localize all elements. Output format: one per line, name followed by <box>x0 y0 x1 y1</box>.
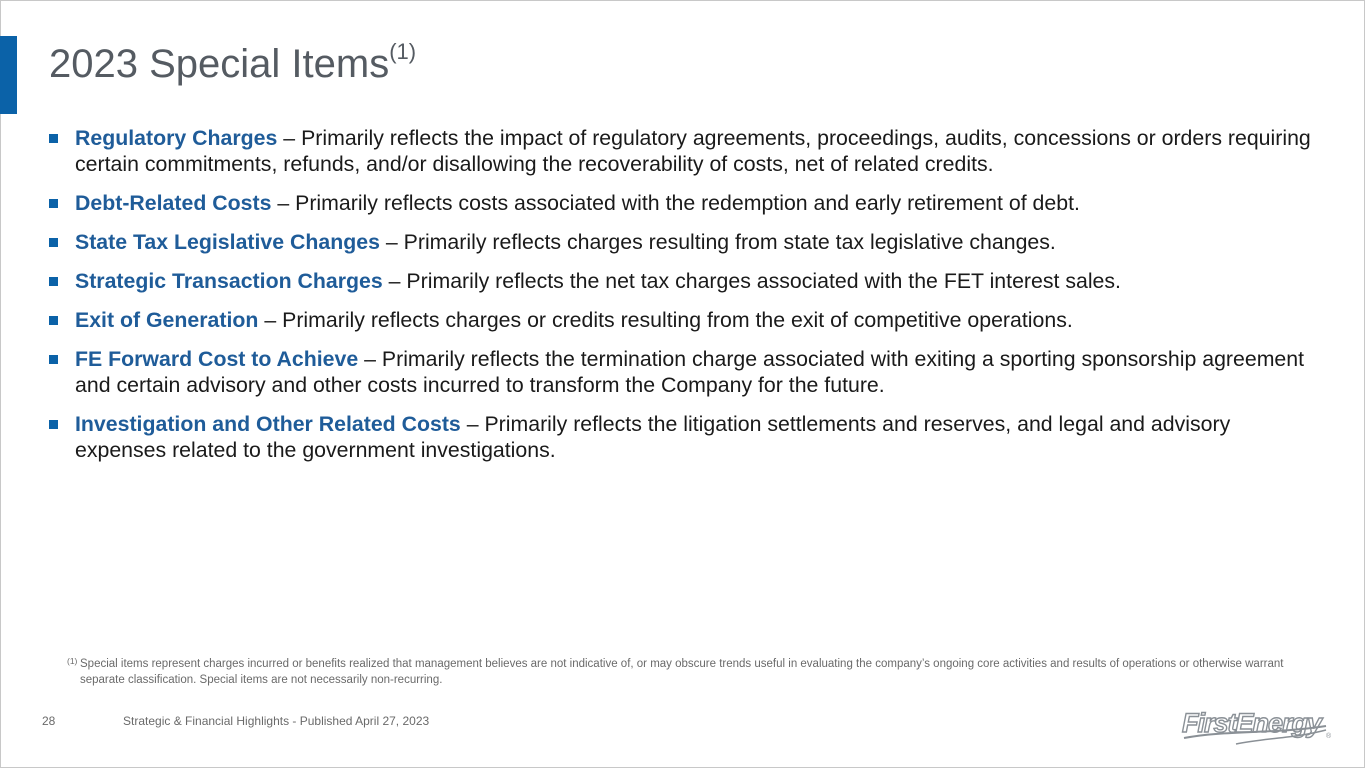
firstenergy-logo <box>1176 700 1336 748</box>
registered-mark: ® <box>1326 733 1332 740</box>
item-description: Primarily reflects the net tax charges associated with the FET interest sales. <box>406 269 1121 293</box>
logo-text: FirstEnergy <box>1182 708 1322 738</box>
item-term: State Tax Legislative Changes <box>75 230 380 254</box>
item-separator: – <box>277 126 302 150</box>
page-number: 28 <box>42 714 56 728</box>
page-title <box>49 40 416 88</box>
list-item <box>46 229 1316 255</box>
title-footnote-marker: (1) <box>389 38 417 64</box>
list-item <box>46 190 1316 216</box>
title-accent-bar <box>0 36 17 114</box>
item-term: Exit of Generation <box>75 308 259 332</box>
item-description: Primarily reflects charges resulting from state tax legislative changes. <box>403 230 1056 254</box>
item-description: Primarily reflects costs associated with the redemption and early retirement of debt. <box>295 191 1080 215</box>
item-description: Primarily reflects the impact of regulatory agreements, proceedings, audits, concessions or orders requiring certain commitments, refunds, and/or disallowing the recoverability of costs, net of related credits. <box>75 126 1311 176</box>
footnote-text: Special items represent charges incurred or benefits realized that management believes are not indicative of, or may obscure trends useful in evaluating the company’s ongoing core activities and results of operations or otherwise warrant separate classification. Special items are not necessarily non-recurring. <box>80 658 1284 686</box>
item-term: FE Forward Cost to Achieve <box>75 347 359 371</box>
item-term: Regulatory Charges <box>75 126 278 150</box>
item-term: Investigation and Other Related Costs <box>75 412 461 436</box>
bullet-square-icon <box>49 238 58 247</box>
item-separator: – <box>379 230 404 254</box>
list-item <box>46 307 1316 333</box>
list-item <box>46 346 1316 398</box>
bullet-square-icon <box>49 316 58 325</box>
item-term: Strategic Transaction Charges <box>75 269 383 293</box>
item-description: Primarily reflects the litigation settlements and reserves, and legal and advisory expenses related to the government investigations. <box>75 412 1231 462</box>
bullet-square-icon <box>49 199 58 208</box>
special-items-list <box>46 125 1316 476</box>
item-separator: – <box>258 308 283 332</box>
bullet-square-icon <box>49 134 58 143</box>
item-description: Primarily reflects charges or credits resulting from the exit of competitive operations. <box>282 308 1073 332</box>
bullet-square-icon <box>49 355 58 364</box>
list-item <box>46 125 1316 177</box>
bullet-square-icon <box>49 420 58 429</box>
footnote-marker: (1) <box>67 656 78 666</box>
item-separator: – <box>460 412 485 436</box>
footer-text: Strategic & Financial Highlights - Published April 27, 2023 <box>123 714 430 728</box>
list-item <box>46 268 1316 294</box>
item-separator: – <box>271 191 296 215</box>
bullet-square-icon <box>49 277 58 286</box>
footnote <box>67 656 1300 688</box>
item-separator: – <box>358 347 382 371</box>
item-separator: – <box>382 269 407 293</box>
list-item <box>46 411 1316 463</box>
item-description: Primarily reflects the termination charge associated with exiting a sporting sponsorship agreement and certain advisory and other costs incurred to transform the Company for the future. <box>75 347 1305 397</box>
item-term: Debt-Related Costs <box>75 191 272 215</box>
title-text: 2023 Special Items <box>49 42 390 86</box>
